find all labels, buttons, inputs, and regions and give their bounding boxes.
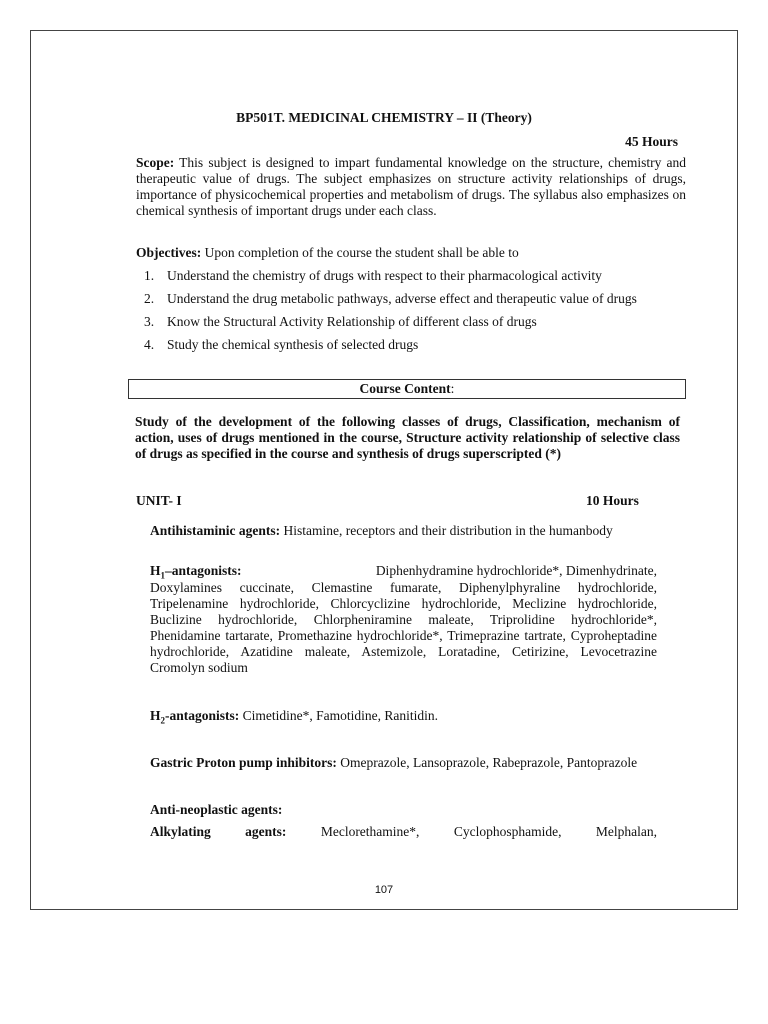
course-content-colon: : (450, 381, 455, 396)
h1-label-main: H (150, 563, 161, 578)
gastric-section (150, 755, 657, 771)
alkylating-word-1: Alkylating (150, 824, 211, 839)
objectives-intro (136, 245, 519, 261)
list-item-number: 3. (144, 314, 155, 329)
list-item (136, 291, 680, 307)
h1-first-line: Diphenhydramine hydrochloride*, Dimenhydrinate, (375, 563, 657, 578)
alkylating-agents-line (150, 824, 657, 840)
h1-label-rest: –antagonists: (165, 563, 242, 578)
list-item-number: 1. (144, 268, 155, 283)
page-number: 107 (374, 884, 394, 896)
course-content-label: Course Content (359, 381, 451, 396)
h2-label (150, 708, 240, 726)
course-title: BP501T. MEDICINAL CHEMISTRY – II (Theory) (236, 110, 532, 125)
unit-hours: 10 Hours (586, 493, 639, 508)
objectives-list (136, 268, 680, 360)
gastric-label: Gastric Proton pump inhibitors: (150, 755, 337, 770)
scope-text: This subject is designed to impart fundamental knowledge on the structure, chemistry and therapeutic value of drugs. The subject emphasizes on structure activity relationships of drugs, importance of physicochemical properties and metabolism of drugs. The syllabus also emphasizes on chemical synthesis of important drugs under each class. (136, 155, 686, 218)
objectives-label: Objectives: (136, 245, 202, 260)
list-item (136, 337, 680, 353)
h1-antagonists-list: Doxylamines cuccinate, Clemastine fumarate, Diphenylphyraline hydrochloride, Tripelenamine hydrochloride, Chlorcyclizine hydrochloride, Meclizine hydrochloride, Buclizine hydrochloride, Chlorpheniramine maleate, Triprolidine hydrochloride*, Phenidamine tartarate, Promethazine hydrochloride*, Trimeprazine tartrate, Cyproheptadine hydrochloride, Azatidine maleate, Astemizole, Loratadine, Cetirizine, Levocetrazine Cromolyn sodium (150, 580, 657, 675)
list-item (136, 314, 680, 330)
scope-label: Scope: (136, 155, 175, 170)
list-item-text: Understand the chemistry of drugs with respect to their pharmacological activity (167, 268, 602, 283)
course-content-heading (128, 379, 686, 399)
alkylating-item: Melphalan, (595, 824, 657, 839)
list-item-number: 2. (144, 291, 155, 306)
alkylating-item: Meclorethamine*, (320, 824, 420, 839)
study-paragraph: Study of the development of the following classes of drugs, Classification, mechanism of action, uses of drugs mentioned in the course, Structure activity relationship of selective class of drugs as specified in the course and synthesis of drugs superscripted (*) (135, 414, 680, 461)
antihistaminic-label: Antihistaminic agents: (150, 523, 281, 538)
h2-antagonists-section (150, 708, 657, 729)
h2-label-sub: 2 (160, 715, 166, 726)
scope-paragraph (136, 155, 686, 219)
h2-label-main: H (150, 708, 161, 723)
antineoplastic-heading: Anti-neoplastic agents: (150, 802, 283, 817)
antihistaminic-section (150, 523, 657, 539)
objectives-text: Upon completion of the course the student shall be able to (204, 245, 519, 260)
list-item-text: Understand the drug metabolic pathways, adverse effect and therapeutic value of drugs (167, 291, 637, 306)
alkylating-item: Cyclophosphamide, (453, 824, 562, 839)
gastric-text: Omeprazole, Lansoprazole, Rabeprazole, Pantoprazole (340, 755, 638, 770)
list-item-text: Study the chemical synthesis of selected drugs (167, 337, 419, 352)
h1-label-sub: 1 (160, 570, 166, 581)
course-hours: 45 Hours (625, 134, 678, 149)
antihistaminic-text: Histamine, receptors and their distribution in the humanbody (283, 523, 613, 538)
list-item (136, 268, 680, 284)
list-item-text: Know the Structural Activity Relationship of different class of drugs (167, 314, 537, 329)
list-item-number: 4. (144, 337, 155, 352)
h2-text: Cimetidine*, Famotidine, Ranitidin. (242, 708, 439, 723)
h2-label-rest: -antagonists: (165, 708, 240, 723)
alkylating-word-2: agents: (245, 824, 287, 839)
unit-title: UNIT- I (136, 493, 182, 508)
